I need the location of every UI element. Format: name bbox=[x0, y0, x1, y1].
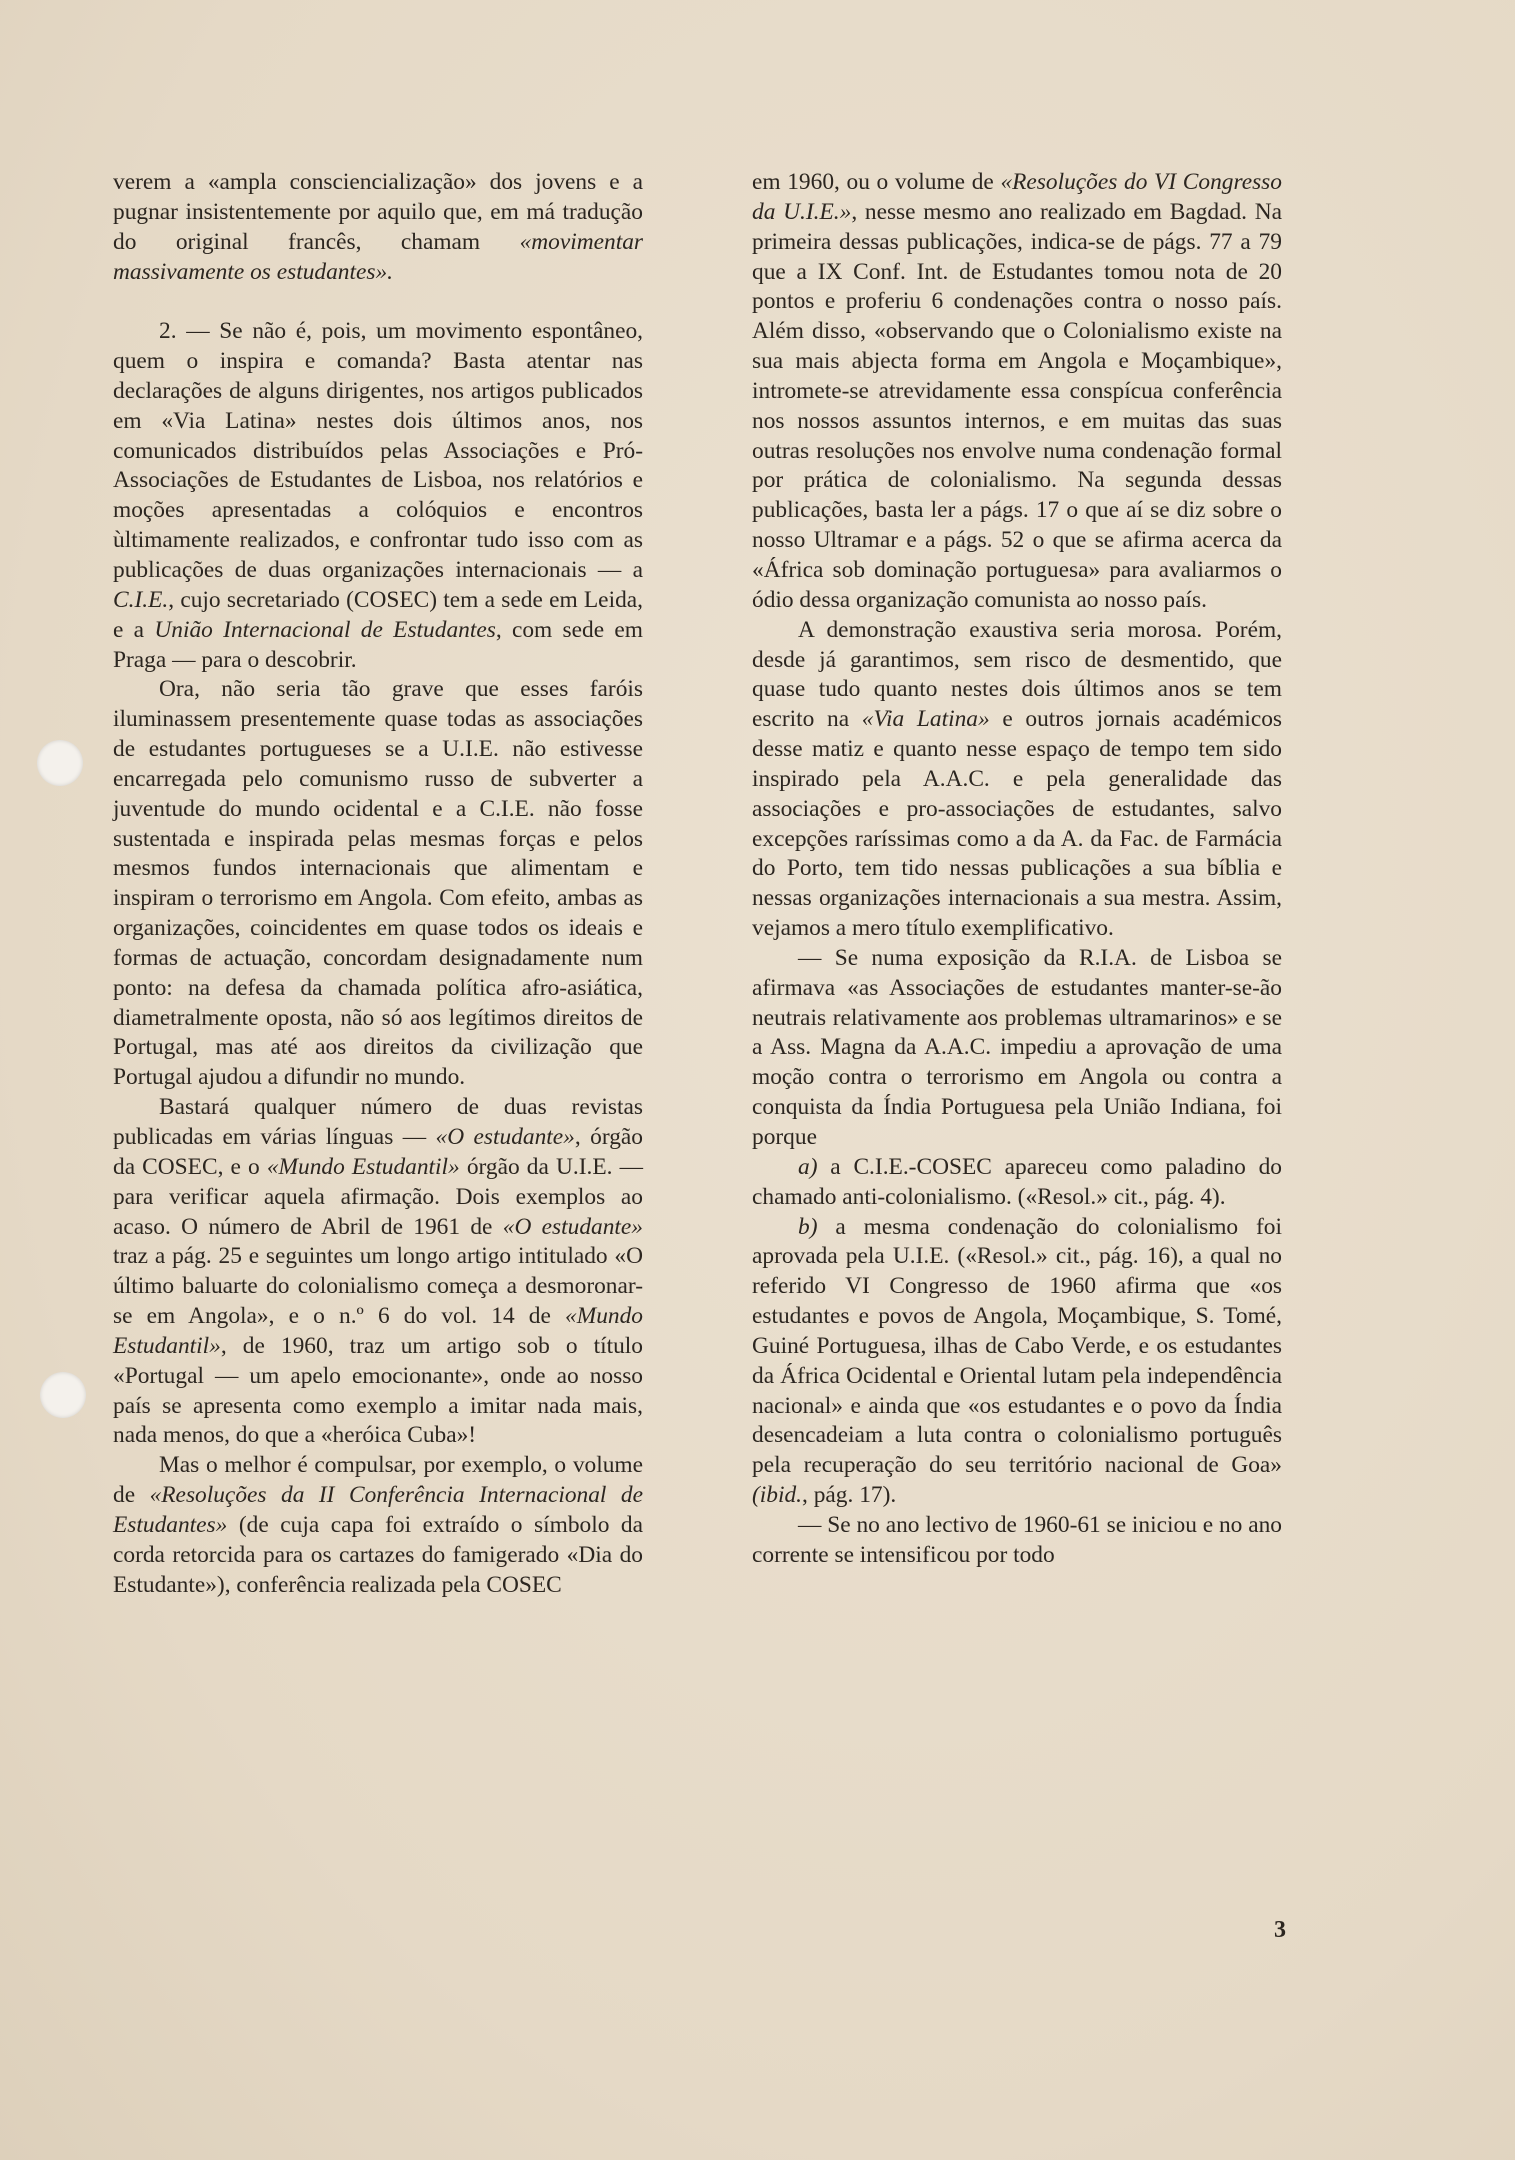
left-column bbox=[113, 168, 643, 1601]
paragraph: b) a mesma condenação do colonialismo foi aprovada pela U.I.E. («Resol.» cit., pág. 16), a qual no referido VI Congresso de 1960 afirma que «os estudantes e povos de Angola, Moçambique, S. Tomé, Guiné Portuguesa, ilhas de Cabo Verde, e os estudantes da África Ocidental e Oriental lutam pela independência nacional» e ainda que «os estudantes e o povo da Índia desencadeiam a luta contra o colonialismo português pela recuperação do seu território nacional de Goa» (ibid., pág. 17). bbox=[752, 1213, 1282, 1509]
paragraph: em 1960, ou o volume de «Resoluções do VI Congresso da U.I.E.», nesse mesmo ano realizado em Bagdad. Na primeira dessas publicações, indica-se de págs. 77 a 79 que a IX Conf. Int. de Estudantes tomou nota de 20 pontos e proferiu 6 condenações contra o nosso país. Além disso, «observando que o Colonialismo existe na sua mais abjecta forma em Angola e Moçambique», intromete-se atrevidamente essa conspícua conferência nos nossos assuntos internos, e em muitas das suas outras resoluções nos envolve numa condenação formal por prática de colonialismo. Na segunda dessas publicações, basta ler a págs. 17 o que aí se diz sobre o nosso Ultramar e a págs. 52 o que se afirma acerca da «África sob dominação portuguesa» para avaliarmos o ódio dessa organização comunista ao nosso país. bbox=[752, 169, 1282, 613]
paragraph: 2. — Se não é, pois, um movimento espontâneo, quem o inspira e comanda? Basta atentar nas declarações de alguns dirigentes, nos artigos publicados em «Via Latina» nestes dois últimos anos, nos comunicados distribuídos pelas Associações e Pró-Associações de Estudantes de Lisboa, nos relatórios e moções apresentadas a colóquios e encontros ùltimamente realizados, e confrontar tudo isso com as publicações de duas organizações internacionais — a C.I.E., cujo secretariado (COSEC) tem a sede em Leida, e a União Internacional de Estudantes, com sede em Praga — para o descobrir. bbox=[113, 318, 643, 673]
paragraph: Mas o melhor é compulsar, por exemplo, o volume de «Resoluções da II Conferência Internacional de Estudantes» (de cuja capa foi extraído o símbolo da corda retorcida para os cartazes do famigerado «Dia do Estudante»), conferência realizada pela COSEC bbox=[113, 1452, 643, 1598]
paragraph: A demonstração exaustiva seria morosa. Porém, desde já garantimos, sem risco de desmentido, que quase tudo quanto nestes dois últimos anos se tem escrito na «Via Latina» e outros jornais académicos desse matiz e quanto nesse espaço de tempo tem sido inspirado pela A.A.C. e pela generalidade das associações e pro-associações de estudantes, salvo excepções raríssimas como a da A. da Fac. de Farmácia do Porto, tem tido nessas publicações a sua bíblia e nessas organizações internacionais a sua mestra. Assim, vejamos a mero título exemplificativo. bbox=[752, 616, 1282, 942]
right-column bbox=[752, 168, 1282, 1571]
paragraph: — Se no ano lectivo de 1960-61 se iniciou e no ano corrente se intensificou por todo bbox=[752, 1511, 1282, 1568]
paragraph: Ora, não seria tão grave que esses faróis iluminassem presentemente quase todas as associações de estudantes portugueses se a U.I.E. não estivesse encarregada pelo comunismo russo de subverter a juventude do mundo ocidental e a C.I.E. não fosse sustentada e inspirada pelas mesmas forças e pelos mesmos fundos internacionais que alimentam e inspiram o terrorismo em Angola. Com efeito, ambas as organizações, coincidentes em quase todos os ideais e formas de actuação, concordam designadamente num ponto: na defesa da chamada política afro-asiática, diametralmente oposta, não só aos legítimos direitos de Portugal, mas até aos direitos da civilização que Portugal ajudou a difundir no mundo. bbox=[113, 676, 643, 1091]
page-number: 3 bbox=[1274, 1917, 1286, 1943]
binder-hole-bottom bbox=[40, 1372, 86, 1418]
paragraph: Bastará qualquer número de duas revistas publicadas em várias línguas — «O estudante», órgão da COSEC, e o «Mundo Estudantil» órgão da U.I.E. — para verificar aquela afirmação. Dois exemplos ao acaso. O número de Abril de 1961 de «O estudante» traz a pág. 25 e seguintes um longo artigo intitulado «O último baluarte do colonialismo começa a desmoronar-se em Angola», e o n.º 6 do vol. 14 de «Mundo Estudantil», de 1960, traz um artigo sob o título «Portugal — um apelo emocionante», onde ao nosso país se apresenta como exemplo a imitar nada mais, nada menos, do que a «heróica Cuba»! bbox=[113, 1094, 643, 1449]
binder-hole-top bbox=[37, 740, 83, 786]
paragraph: — Se numa exposição da R.I.A. de Lisboa se afirmava «as Associações de estudantes manter-se-ão neutrais relativamente aos problemas ultramarinos» e se a Ass. Magna da A.A.C. impediu a aprovação de uma moção contra o terrorismo em Angola ou contra a conquista da Índia Portuguesa pela União Indiana, foi porque bbox=[752, 944, 1282, 1150]
paragraph: a) a C.I.E.-COSEC apareceu como paladino do chamado anti-colonialismo. («Resol.» cit., pág. 4). bbox=[752, 1153, 1282, 1210]
paragraph: verem a «ampla consciencialização» dos jovens e a pugnar insistentemente por aquilo que, em má tradução do original francês, chamam «movimentar massivamente os estudantes». bbox=[113, 169, 643, 285]
